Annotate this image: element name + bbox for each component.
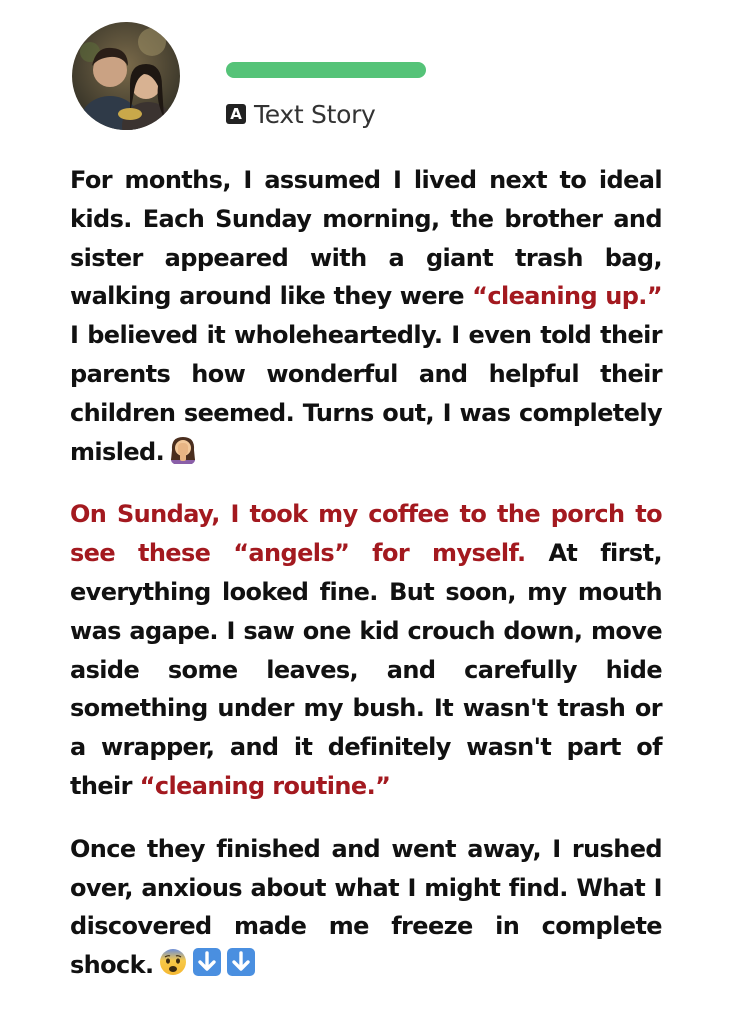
story-paragraph-2 bbox=[70, 495, 662, 805]
p1-text-c: I believed it wholeheartedly. I even told their parents how wonderful and helpful their children seemed. Turns out, I was completely misled. bbox=[70, 321, 662, 466]
avatar[interactable] bbox=[72, 22, 180, 130]
down-arrow-emoji-icon bbox=[226, 947, 256, 977]
story-paragraph-1 bbox=[70, 161, 662, 471]
letter-a-icon: A bbox=[226, 104, 246, 124]
story-tag bbox=[226, 98, 376, 130]
p2-text-b: At first, everything looked fine. But soon, my mouth was agape. I saw one kid crouch down, move aside some leaves, and carefully hide something under my bush. It wasn't trash or a wrapper, and it definitely wasn't part of their bbox=[70, 539, 662, 800]
fearful-face-emoji-icon bbox=[158, 947, 188, 977]
story-paragraph-3 bbox=[70, 830, 662, 985]
p2-highlight: On Sunday, I took my coffee to the porch to see these “angels” for myself. bbox=[70, 500, 662, 568]
story-body bbox=[70, 161, 662, 1009]
p3-text-a: Once they finished and went away, I rushed over, anxious about what I might find. What I discovered made me freeze in complete shock. bbox=[70, 834, 662, 980]
p1-text-a: For months, I assumed I lived next to ideal kids. Each Sunday morning, the brother and sister appeared with a giant trash bag, walking around like they were bbox=[70, 166, 662, 311]
p2-highlight-end: “cleaning routine.” bbox=[139, 771, 391, 800]
down-arrow-emoji-icon bbox=[192, 947, 222, 977]
p1-highlight: “cleaning up.” bbox=[472, 282, 662, 311]
woman-facepalming-emoji-icon bbox=[168, 434, 198, 464]
author-name-redacted[interactable] bbox=[226, 62, 426, 78]
story-tag-label: Text Story bbox=[254, 99, 376, 129]
post-header bbox=[72, 22, 672, 134]
